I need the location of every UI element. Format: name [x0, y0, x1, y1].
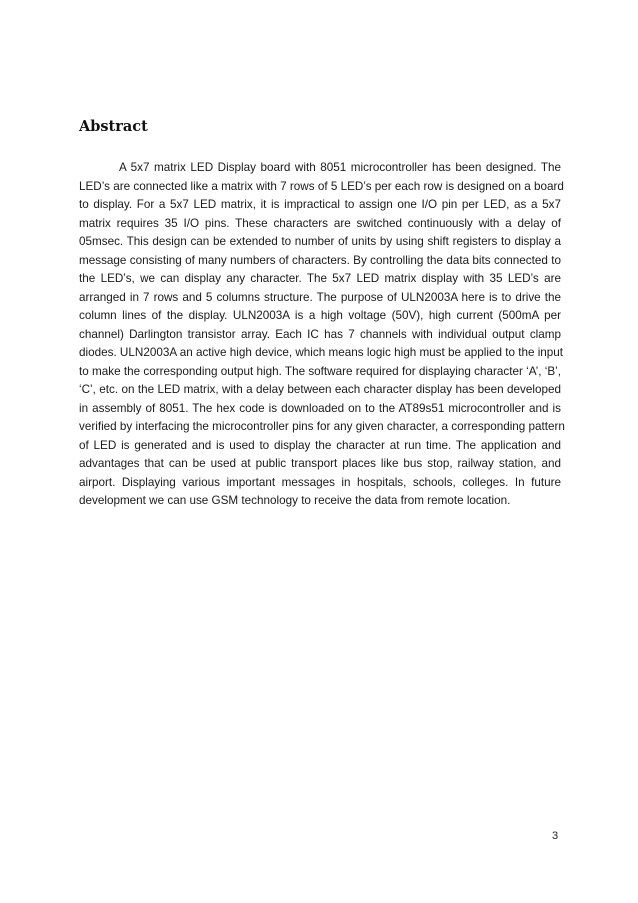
paragraph-line: to display. For a 5x7 LED matrix, it is impractical to assign one I/O pin per LED, as a 5x7 [79, 198, 561, 211]
paragraph-line: advantages that can be used at public transport places like bus stop, railway station, and [79, 457, 561, 470]
paragraph-line: of LED is generated and is used to display the character at run time. The application and [79, 438, 561, 452]
paragraph-line: channel) Darlington transistor array. Each IC has 7 channels with individual output clamp [79, 327, 561, 341]
paragraph-line: airport. Displaying various important messages in hospitals, schools, colleges. In future [79, 475, 561, 489]
paragraph-line: development we can use GSM technology to receive the data from remote location. [79, 494, 511, 507]
paragraph-line: A 5x7 matrix LED Display board with 8051 microcontroller has been designed. The [119, 161, 561, 174]
paragraph-line: matrix requires 35 I/O pins. These characters are switched continuously with a delay of [79, 216, 561, 230]
paragraph-line: in assembly of 8051. The hex code is downloaded on to the AT89s51 microcontroller and is [79, 401, 561, 415]
paragraph-line: 05msec. This design can be extended to number of units by using shift registers to display a [79, 235, 561, 248]
paragraph-line: the LED’s, we can display any character. The 5x7 LED matrix display with 35 LED’s are [79, 272, 561, 285]
paragraph-line: ‘C’, etc. on the LED matrix, with a delay between each character display has been developed [79, 383, 561, 396]
paragraph-line: LED’s are connected like a matrix with 7 rows of 5 LED’s per each row is designed on a board [79, 179, 564, 193]
page-number: 3 [552, 830, 559, 842]
paragraph-line: column lines of the display. ULN2003A is a high voltage (50V), high current (500mA per [79, 309, 561, 322]
paragraph-line: diodes. ULN2003A an active high device, which means logic high must be applied to the input [79, 346, 564, 359]
paragraph-line: to make the corresponding output high. The software required for displaying character ‘A’, ‘B’, [79, 364, 561, 378]
paragraph-line: message consisting of many numbers of characters. By controlling the data bits connected to [79, 253, 561, 267]
paragraph-line: verified by interfacing the microcontroller pins for any given character, a corresponding pattern [79, 420, 565, 433]
abstract-paragraph [79, 159, 565, 511]
section-heading: Abstract [79, 118, 148, 135]
paragraph-line: arranged in 7 rows and 5 columns structure. The purpose of ULN2003A here is to drive the [79, 290, 561, 304]
